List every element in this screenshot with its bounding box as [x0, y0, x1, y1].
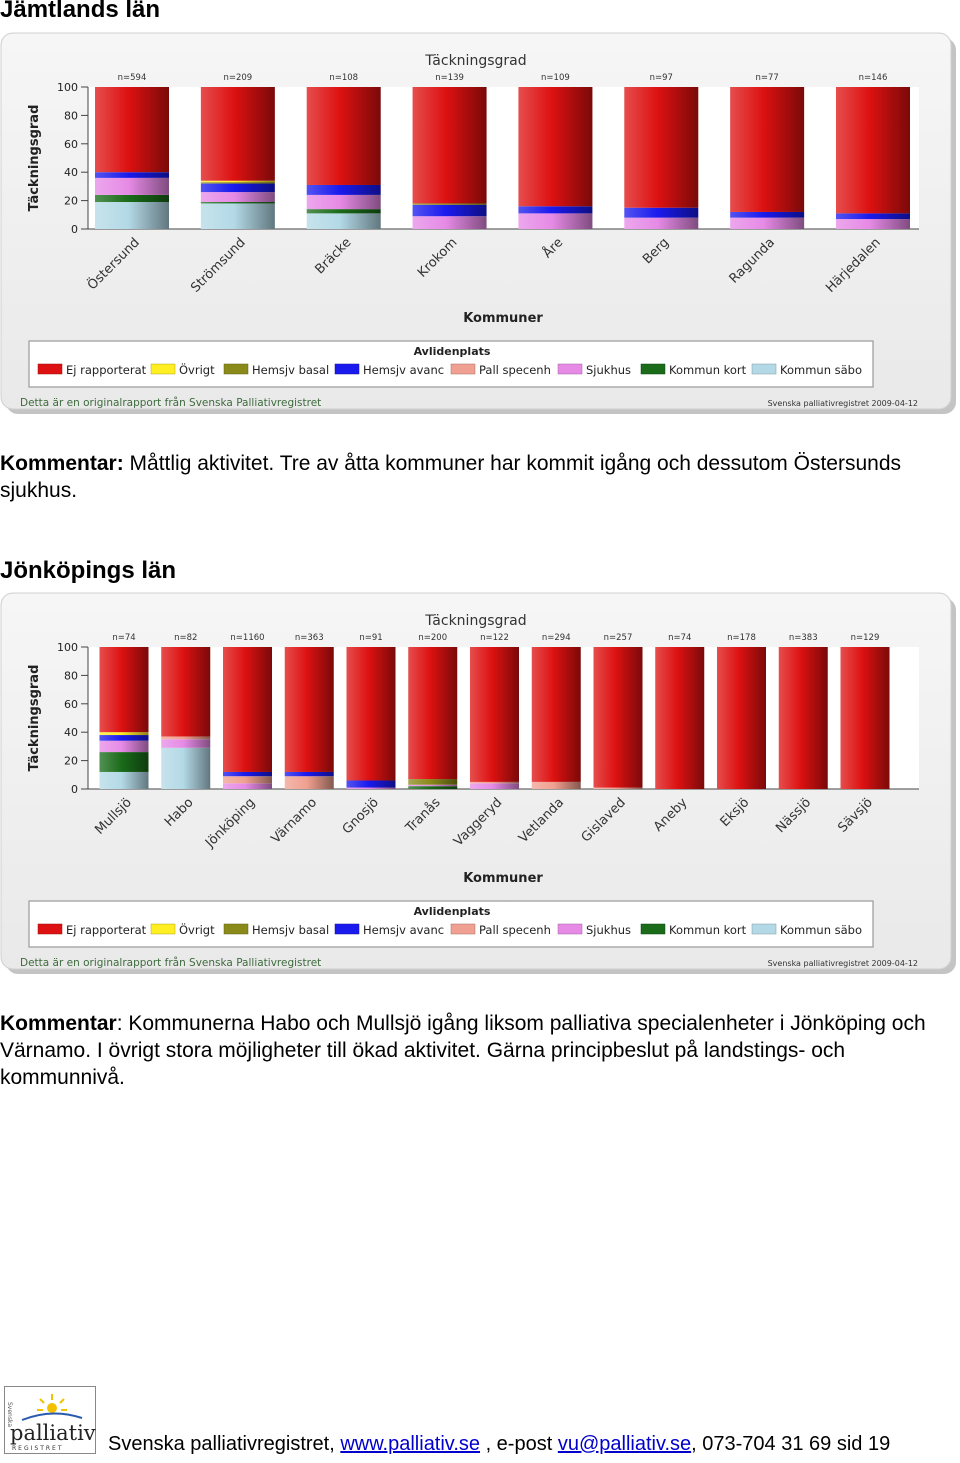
- x-tick-label: Gislaved: [578, 795, 629, 846]
- legend-swatch: [335, 924, 359, 934]
- count-label: n=257: [603, 633, 633, 643]
- count-label: n=594: [117, 73, 147, 83]
- y-axis-label: Täckningsgrad: [27, 104, 42, 212]
- bar-segment: [408, 647, 457, 779]
- bar-segment: [413, 203, 487, 204]
- y-tick-label: 0: [71, 223, 78, 236]
- bar-segment: [836, 87, 910, 213]
- bar-segment: [223, 772, 272, 776]
- y-tick-label: 20: [64, 754, 78, 768]
- bar-segment: [285, 776, 334, 789]
- x-tick-label: Krokom: [414, 235, 461, 281]
- bar-segment: [730, 87, 804, 212]
- page-footer: [0, 1382, 960, 1463]
- count-label: n=146: [858, 73, 888, 83]
- bar-segment: [100, 647, 149, 732]
- legend-swatch: [224, 924, 248, 934]
- legend-swatch: [641, 364, 665, 374]
- y-tick-label: 0: [71, 783, 78, 796]
- bar-segment: [223, 776, 272, 783]
- y-tick-label: 80: [64, 109, 78, 123]
- legend-label: Kommun säbo: [780, 363, 863, 377]
- bar-segment: [413, 216, 487, 229]
- y-axis-label: Täckningsgrad: [27, 664, 42, 772]
- comment-text: Måttlig aktivitet. Tre av åtta kommuner har kommit igång och dessutom Östersunds sjukhus.: [0, 452, 902, 502]
- bar-segment: [100, 772, 149, 789]
- bar-segment: [161, 748, 210, 789]
- palliativ-logo: [4, 1386, 96, 1454]
- x-tick-label: Östersund: [84, 235, 143, 294]
- count-label: n=74: [668, 633, 692, 643]
- x-tick-label: Tranås: [403, 795, 444, 836]
- count-label: n=178: [727, 633, 756, 643]
- legend-swatch: [558, 364, 582, 374]
- email-link[interactable]: vu@palliativ.se: [557, 1433, 692, 1455]
- bar-segment: [730, 212, 804, 218]
- bar-segment: [413, 87, 487, 203]
- y-tick-label: 60: [64, 137, 78, 151]
- source-note: Detta är en originalrapport från Svenska Palliativregistret: [20, 957, 322, 969]
- bar-segment: [95, 195, 169, 202]
- bar-segment: [594, 647, 643, 788]
- bar-segment: [161, 647, 210, 736]
- bar-segment: [347, 780, 396, 787]
- legend-label: Sjukhus: [586, 363, 632, 377]
- chart-panel-jamtland: [0, 32, 958, 417]
- bar-segment: [717, 647, 766, 789]
- bar-segment: [624, 218, 698, 229]
- bar-segment: [841, 647, 890, 789]
- bar-segment: [624, 208, 698, 218]
- legend-swatch: [451, 364, 475, 374]
- bar-segment: [100, 732, 149, 735]
- comment-text: : Kommunerna Habo och Mullsjö igång liksom palliativa specialenheter i Jönköping och Värnamo. I övrigt stora möjligheter till ökad aktivitet. Gärna principbeslut på landstings- och kommunnivå.: [0, 1012, 926, 1089]
- count-label: n=139: [435, 73, 464, 83]
- legend-label: Kommun säbo: [780, 923, 863, 937]
- bar-segment: [307, 195, 381, 209]
- coverage-chart-jonkoping: [0, 592, 958, 977]
- count-label: n=91: [359, 633, 383, 643]
- bar-segment: [408, 779, 457, 785]
- y-tick-label: 100: [57, 641, 78, 654]
- section-heading-jonkoping: Jönköpings län: [0, 557, 177, 584]
- legend-label: Hemsjv avanc: [363, 923, 445, 937]
- bar-segment: [408, 786, 457, 789]
- bar-segment: [201, 182, 275, 183]
- bar-segment: [836, 213, 910, 219]
- bar-segment: [532, 782, 581, 789]
- legend-label: Pall specenh: [479, 363, 551, 377]
- chart-title: Täckningsgrad: [425, 613, 527, 629]
- bar-segment: [285, 647, 334, 772]
- bar-segment: [201, 203, 275, 229]
- count-label: n=82: [174, 633, 198, 643]
- count-label: n=363: [294, 633, 324, 643]
- bar-segment: [518, 87, 592, 206]
- x-tick-label: Mullsjö: [92, 795, 135, 838]
- legend-swatch: [752, 364, 776, 374]
- bar-segment: [655, 647, 704, 789]
- x-tick-label: Värnamo: [268, 795, 321, 847]
- bar-segment: [285, 772, 334, 776]
- x-tick-label: Berg: [640, 235, 673, 268]
- legend-label: Kommun kort: [669, 363, 747, 377]
- count-label: n=383: [788, 633, 818, 643]
- logo-registret: REGISTRET: [12, 1445, 64, 1452]
- y-tick-label: 40: [64, 166, 78, 180]
- logo-palliativ: palliativ: [10, 1421, 96, 1445]
- legend-title: Avlidenplats: [413, 905, 491, 918]
- footer-contact: [108, 1432, 890, 1456]
- legend-swatch: [224, 364, 248, 374]
- bar-segment: [408, 785, 457, 786]
- footer-middle: , e-post: [480, 1433, 558, 1455]
- bar-segment: [470, 783, 519, 789]
- x-tick-label: Ragunda: [726, 235, 778, 287]
- legend-label: Övrigt: [179, 923, 215, 937]
- bar-segment: [201, 181, 275, 182]
- count-label: n=294: [541, 633, 571, 643]
- x-tick-label: Härjedalen: [823, 235, 884, 296]
- bar-segment: [201, 184, 275, 193]
- bar-segment: [201, 87, 275, 181]
- legend-swatch: [335, 364, 359, 374]
- source-note: Detta är en originalrapport från Svenska Palliativregistret: [20, 397, 322, 409]
- bar-segment: [100, 752, 149, 772]
- legend-label: Ej rapporterat: [66, 363, 147, 377]
- bar-segment: [347, 647, 396, 780]
- bar-segment: [347, 788, 396, 789]
- legend-swatch: [38, 364, 62, 374]
- y-tick-label: 40: [64, 726, 78, 740]
- logo-svenska: Svenska: [6, 1402, 13, 1428]
- legend-title: Avlidenplats: [413, 345, 491, 358]
- x-tick-label: Vaggeryd: [451, 795, 506, 850]
- bar-segment: [161, 739, 210, 748]
- x-tick-label: Eksjö: [717, 795, 753, 830]
- bar-segment: [307, 213, 381, 229]
- x-axis-label: Kommuner: [463, 311, 543, 326]
- legend-label: Ej rapporterat: [66, 923, 147, 937]
- count-label: n=200: [418, 633, 448, 643]
- legend-label: Pall specenh: [479, 923, 551, 937]
- comment-label: Kommentar: [0, 1012, 117, 1035]
- y-tick-label: 100: [57, 81, 78, 94]
- count-label: n=97: [649, 73, 673, 83]
- legend-swatch: [451, 924, 475, 934]
- chart-title: Täckningsgrad: [425, 53, 527, 69]
- x-tick-label: Gnosjö: [339, 795, 382, 838]
- x-tick-label: Åre: [540, 235, 567, 262]
- bar-segment: [779, 647, 828, 789]
- bar-segment: [470, 647, 519, 782]
- legend-label: Hemsjv avanc: [363, 363, 445, 377]
- bar-segment: [518, 206, 592, 213]
- count-label: n=77: [755, 73, 779, 83]
- bar-segment: [836, 219, 910, 229]
- bar-segment: [730, 218, 804, 229]
- comment-jamtland: [0, 450, 955, 504]
- bar-segment: [307, 87, 381, 185]
- count-label: n=1160: [230, 633, 265, 643]
- footer-prefix: Svenska palliativregistret,: [108, 1433, 341, 1455]
- legend-label: Hemsjv basal: [252, 363, 330, 377]
- bar-segment: [307, 185, 381, 195]
- y-tick-label: 20: [64, 194, 78, 208]
- section-heading-jamtland: Jämtlands län: [0, 0, 161, 23]
- comment-label: Kommentar:: [0, 452, 124, 475]
- count-label: n=108: [329, 73, 359, 83]
- coverage-chart-jamtland: [0, 32, 958, 417]
- x-tick-label: Sävsjö: [835, 795, 876, 836]
- x-tick-label: Vetlanda: [516, 795, 568, 847]
- bar-segment: [95, 202, 169, 229]
- legend-swatch: [151, 924, 175, 934]
- count-label: n=209: [223, 73, 253, 83]
- bar-segment: [532, 647, 581, 782]
- legend-label: Kommun kort: [669, 923, 747, 937]
- legend-label: Sjukhus: [586, 923, 632, 937]
- legend-label: Hemsjv basal: [252, 923, 330, 937]
- bar-segment: [100, 735, 149, 741]
- y-tick-label: 80: [64, 669, 78, 683]
- y-tick-label: 60: [64, 697, 78, 711]
- legend-swatch: [752, 924, 776, 934]
- legend-swatch: [558, 924, 582, 934]
- legend-label: Övrigt: [179, 363, 215, 377]
- x-axis-label: Kommuner: [463, 871, 543, 886]
- bar-segment: [223, 783, 272, 789]
- website-link[interactable]: www.palliativ.se: [340, 1433, 481, 1455]
- bar-segment: [413, 205, 487, 216]
- x-tick-label: Nässjö: [773, 795, 815, 837]
- bar-segment: [518, 213, 592, 229]
- bar-segment: [223, 647, 272, 772]
- bar-segment: [95, 178, 169, 195]
- bar-segment: [201, 202, 275, 203]
- bar-segment: [201, 192, 275, 202]
- x-tick-label: Habo: [161, 795, 197, 830]
- chart-panel-jonkoping: [0, 592, 958, 977]
- x-tick-label: Aneby: [650, 795, 691, 835]
- bar-segment: [594, 788, 643, 789]
- legend-swatch: [151, 364, 175, 374]
- bar-segment: [95, 172, 169, 178]
- bar-segment: [307, 209, 381, 213]
- bar-segment: [470, 782, 519, 783]
- bar-segment: [161, 736, 210, 739]
- legend-swatch: [641, 924, 665, 934]
- x-tick-label: Strömsund: [188, 235, 249, 296]
- bar-segment: [100, 741, 149, 752]
- comment-jonkoping: [0, 1010, 955, 1091]
- x-tick-label: Jönköping: [202, 795, 259, 851]
- bar-segment: [95, 87, 169, 172]
- date-note: Svenska palliativregistret 2009-04-12: [767, 959, 918, 968]
- count-label: n=109: [541, 73, 570, 83]
- date-note: Svenska palliativregistret 2009-04-12: [767, 399, 918, 408]
- count-label: n=74: [112, 633, 136, 643]
- x-tick-label: Bräcke: [312, 235, 355, 278]
- count-label: n=129: [850, 633, 880, 643]
- footer-suffix: , 073-704 31 69 sid 19: [691, 1433, 891, 1455]
- legend-swatch: [38, 924, 62, 934]
- bar-segment: [624, 87, 698, 208]
- count-label: n=122: [480, 633, 509, 643]
